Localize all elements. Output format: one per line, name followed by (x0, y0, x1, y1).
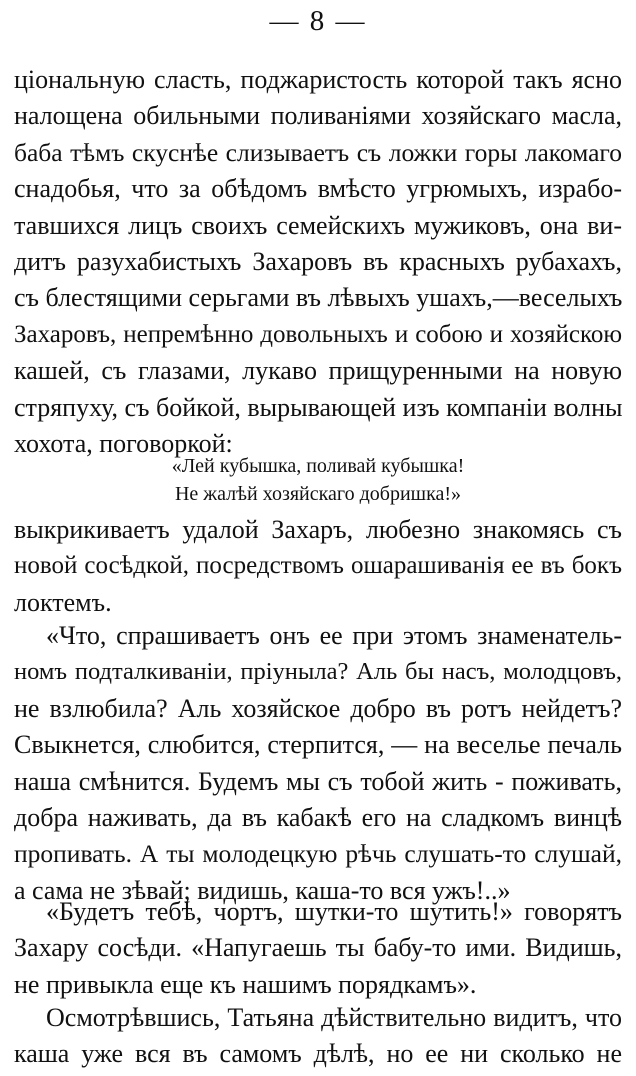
text-line: «Будетъ тебѣ, чортъ, шутки-то шутить!» говорятъ (46, 897, 622, 926)
text-line: съ блестящими серьгами въ лѣвыхъ ушахъ,—веселыхъ (14, 283, 623, 313)
verse-quote (0, 452, 636, 508)
text-line: а сама не зѣвай; видишь, каша-то вся ужъ!..» (14, 875, 511, 905)
page-number: — 8 — (269, 5, 367, 37)
text-line: локтемъ. (14, 587, 112, 617)
text-line: выкрикиваетъ удалой Захаръ, любезно знакомясь съ (14, 515, 622, 544)
paragraph-3 (14, 618, 622, 909)
verse-line: Не жалѣй хозяйскаго добришка!» (174, 483, 462, 505)
verse-line: «Лей кубышка, поливай кубышка! (171, 455, 465, 477)
text-line: новой сосѣдкой, посредствомъ ошарашиванія ее въ бокъ (14, 552, 622, 580)
text-line: не взлюбила? Аль хозяйское добро въ ротъ нейдетъ? (14, 693, 622, 723)
text-line: кашей, съ глазами, лукаво прищуренными на новую (14, 356, 622, 386)
paragraph-5 (14, 1000, 622, 1073)
text-line: ціональную сласть, поджаристость которой такъ ясно (14, 65, 622, 94)
text-line: наша смѣнится. Будемъ мы съ тобой жить - поживать, (14, 766, 622, 796)
text-line: стряпуху, съ бойкой, вырывающей изъ компаніи волны (14, 392, 623, 422)
text-line: снадобья, что за обѣдомъ вмѣсто угрюмыхъ, израбо- (14, 174, 622, 204)
text-line: Захаровъ, непремѣнно довольныхъ и собою и хозяйскою (14, 320, 622, 348)
text-line: номъ подталкиваніи, пріуныла? Аль бы насъ, молодцовъ, (14, 658, 622, 686)
text-line: хохота, поговоркой: (14, 428, 233, 458)
text-line: добра наживать, да въ кабакѣ его на сладкомъ винцѣ (14, 802, 622, 832)
text-line: Захару сосѣди. «Напугаешь ты бабу-то ими. Видишь, (14, 933, 622, 963)
text-line: Осмотрѣвшись, Татьяна дѣйствительно видитъ, что (46, 1003, 622, 1032)
text-line: налощена обильными поливаніями хозяйскаго масла, (14, 101, 622, 131)
paragraph-4 (14, 894, 622, 1003)
text-line: дитъ разухабистыхъ Захаровъ въ красныхъ рубахахъ, (14, 246, 622, 276)
paragraph-1 (14, 62, 622, 462)
text-line: баба тѣмъ скуснѣе слизываетъ съ ложки горы лакомаго (14, 137, 622, 167)
text-line: не привыкла еще къ нашимъ порядкамъ». (14, 969, 477, 999)
text-line: пропивать. А ты молодецкую рѣчь слушать-то слушай, (14, 839, 622, 869)
text-line: каша уже вся въ самомъ дѣлѣ, но ее ни сколько не (14, 1039, 622, 1069)
text-line: тавшихся лицъ своихъ семейскихъ мужиковъ, она ви- (14, 210, 622, 240)
paragraph-2 (14, 512, 622, 621)
text-line: Свыкнется, слюбится, стерпится, — на веселье печаль (14, 730, 622, 760)
text-line: «Что, спрашиваетъ онъ ее при этомъ знаменатель- (46, 621, 622, 650)
